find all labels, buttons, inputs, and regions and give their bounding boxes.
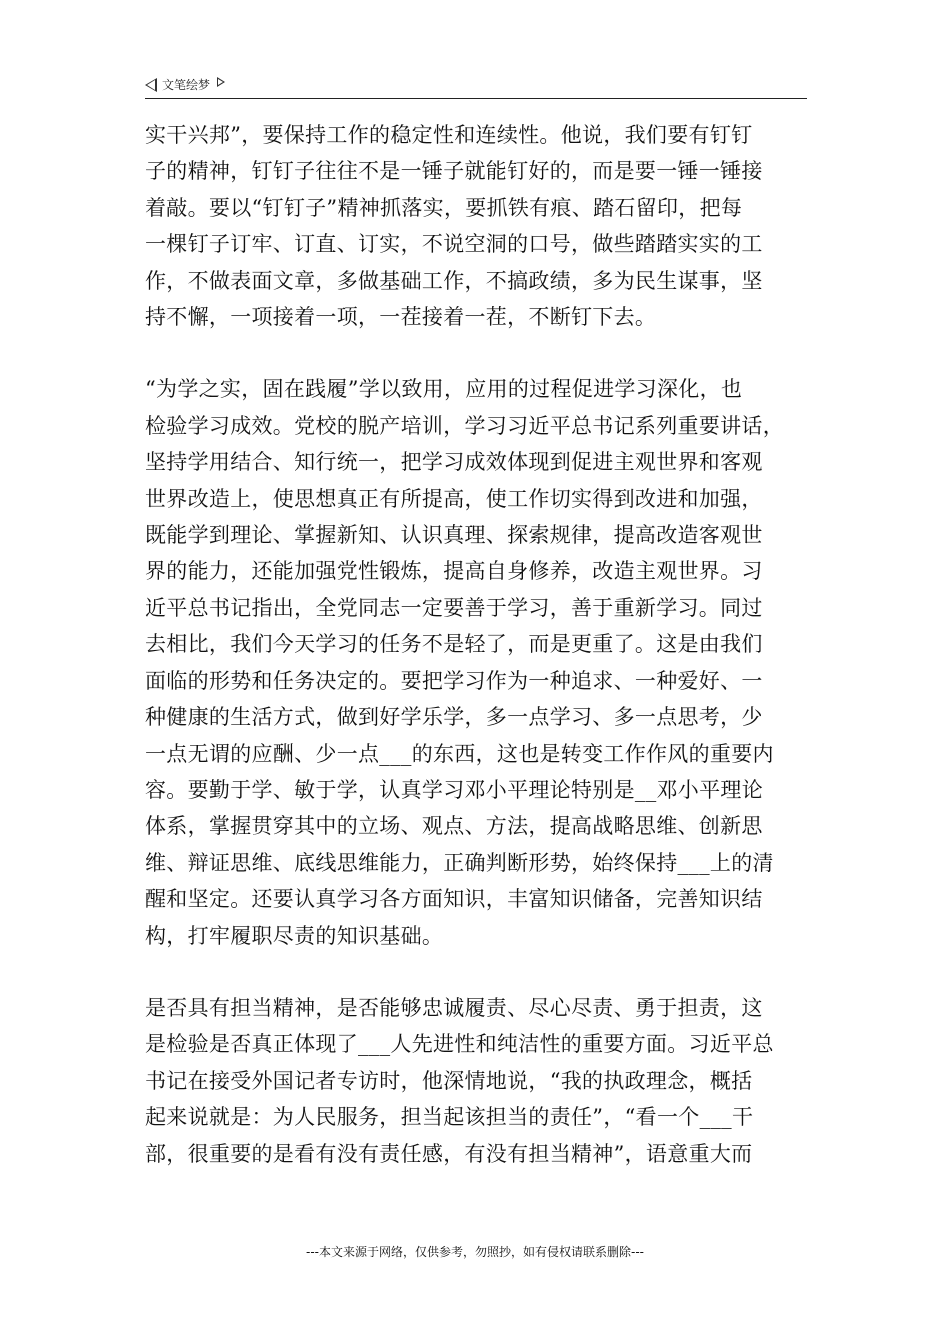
page-header [145, 72, 807, 99]
paragraph-2: “为学之实，固在践履”学以致用，应用的过程促进学习深化，也 检验学习成效。党校的脱产培训，学习习近平总书记系列重要讲话， 坚持学用结合、知行统一，把学习成效体现到促进主观世界和客观 世界改造上，使思想真正有所提高，使工作切实得到改进和加强， 既能学到理论、掌握新知、认识真理、探索规律，提高改造客观世 界的能力，还能加强党性锻炼，提高自身修养，改造主观世界。习 近平总书记指出，全党同志一定要善于学习，善于重新学习。同过 去相比，我们今天学习的任务不是轻了，而是更重了。这是由我们 面临的形势和任务决定的。要把学习作为一种追求、一种爱好、一 种健康的生活方式，做到好学乐学，多一点学习、多一点思考，少 一点无谓的应酬、少一点___的东西，这也是转变工作作风的重要内 容。要勤于学、敏于学，认真学习邓小平理论特别是__邓小平理论 体系，掌握贯穿其中的立场、观点、方法，提高战略思维、创新思 维、辩证思维、底线思维能力，正确判断形势，始终保持___上的清 醒和坚定。还要认真学习各方面知识，丰富知识储备，完善知识结 构，打牢履职尽责的知识基础。 [145, 377, 784, 948]
left-triangle-icon [145, 78, 157, 92]
document-body [145, 117, 807, 1208]
right-triangle-icon [217, 77, 225, 87]
brand-name: 文笔绘梦 [162, 78, 211, 92]
brand [145, 76, 225, 93]
paragraph-1: 实干兴邦”，要保持工作的稳定性和连续性。他说，我们要有钉钉 子的精神，钉钉子往往不是一锤子就能钉好的，而是要一锤一锤接 着敲。要以“钉钉子”精神抓落实，要抓铁有痕、踏石留印，把每 一棵钉子订牢、订直、订实，不说空洞的口号，做些踏踏实实的工 作，不做表面文章，多做基础工作，不搞政绩，多为民生谋事，坚 持不懈，一项接着一项，一茬接着一茬，不断钉下去。 [145, 123, 763, 330]
page-footer: ---本文来源于网络，仅供参考，勿照抄，如有侵权请联系删除--- [306, 1245, 644, 1259]
paragraph-3: 是否具有担当精神，是否能够忠诚履责、尽心尽责、勇于担责，这 是检验是否真正体现了___人先进性和纯洁性的重要方面。习近平总 书记在接受外国记者专访时，他深情地说，“我的执政理念，概括 起来说就是：为人民服务，担当起该担当的责任”，“看一个___干 部，很重要的是看有没有责任感，有没有担当精神”，语意重大而 [145, 995, 774, 1166]
